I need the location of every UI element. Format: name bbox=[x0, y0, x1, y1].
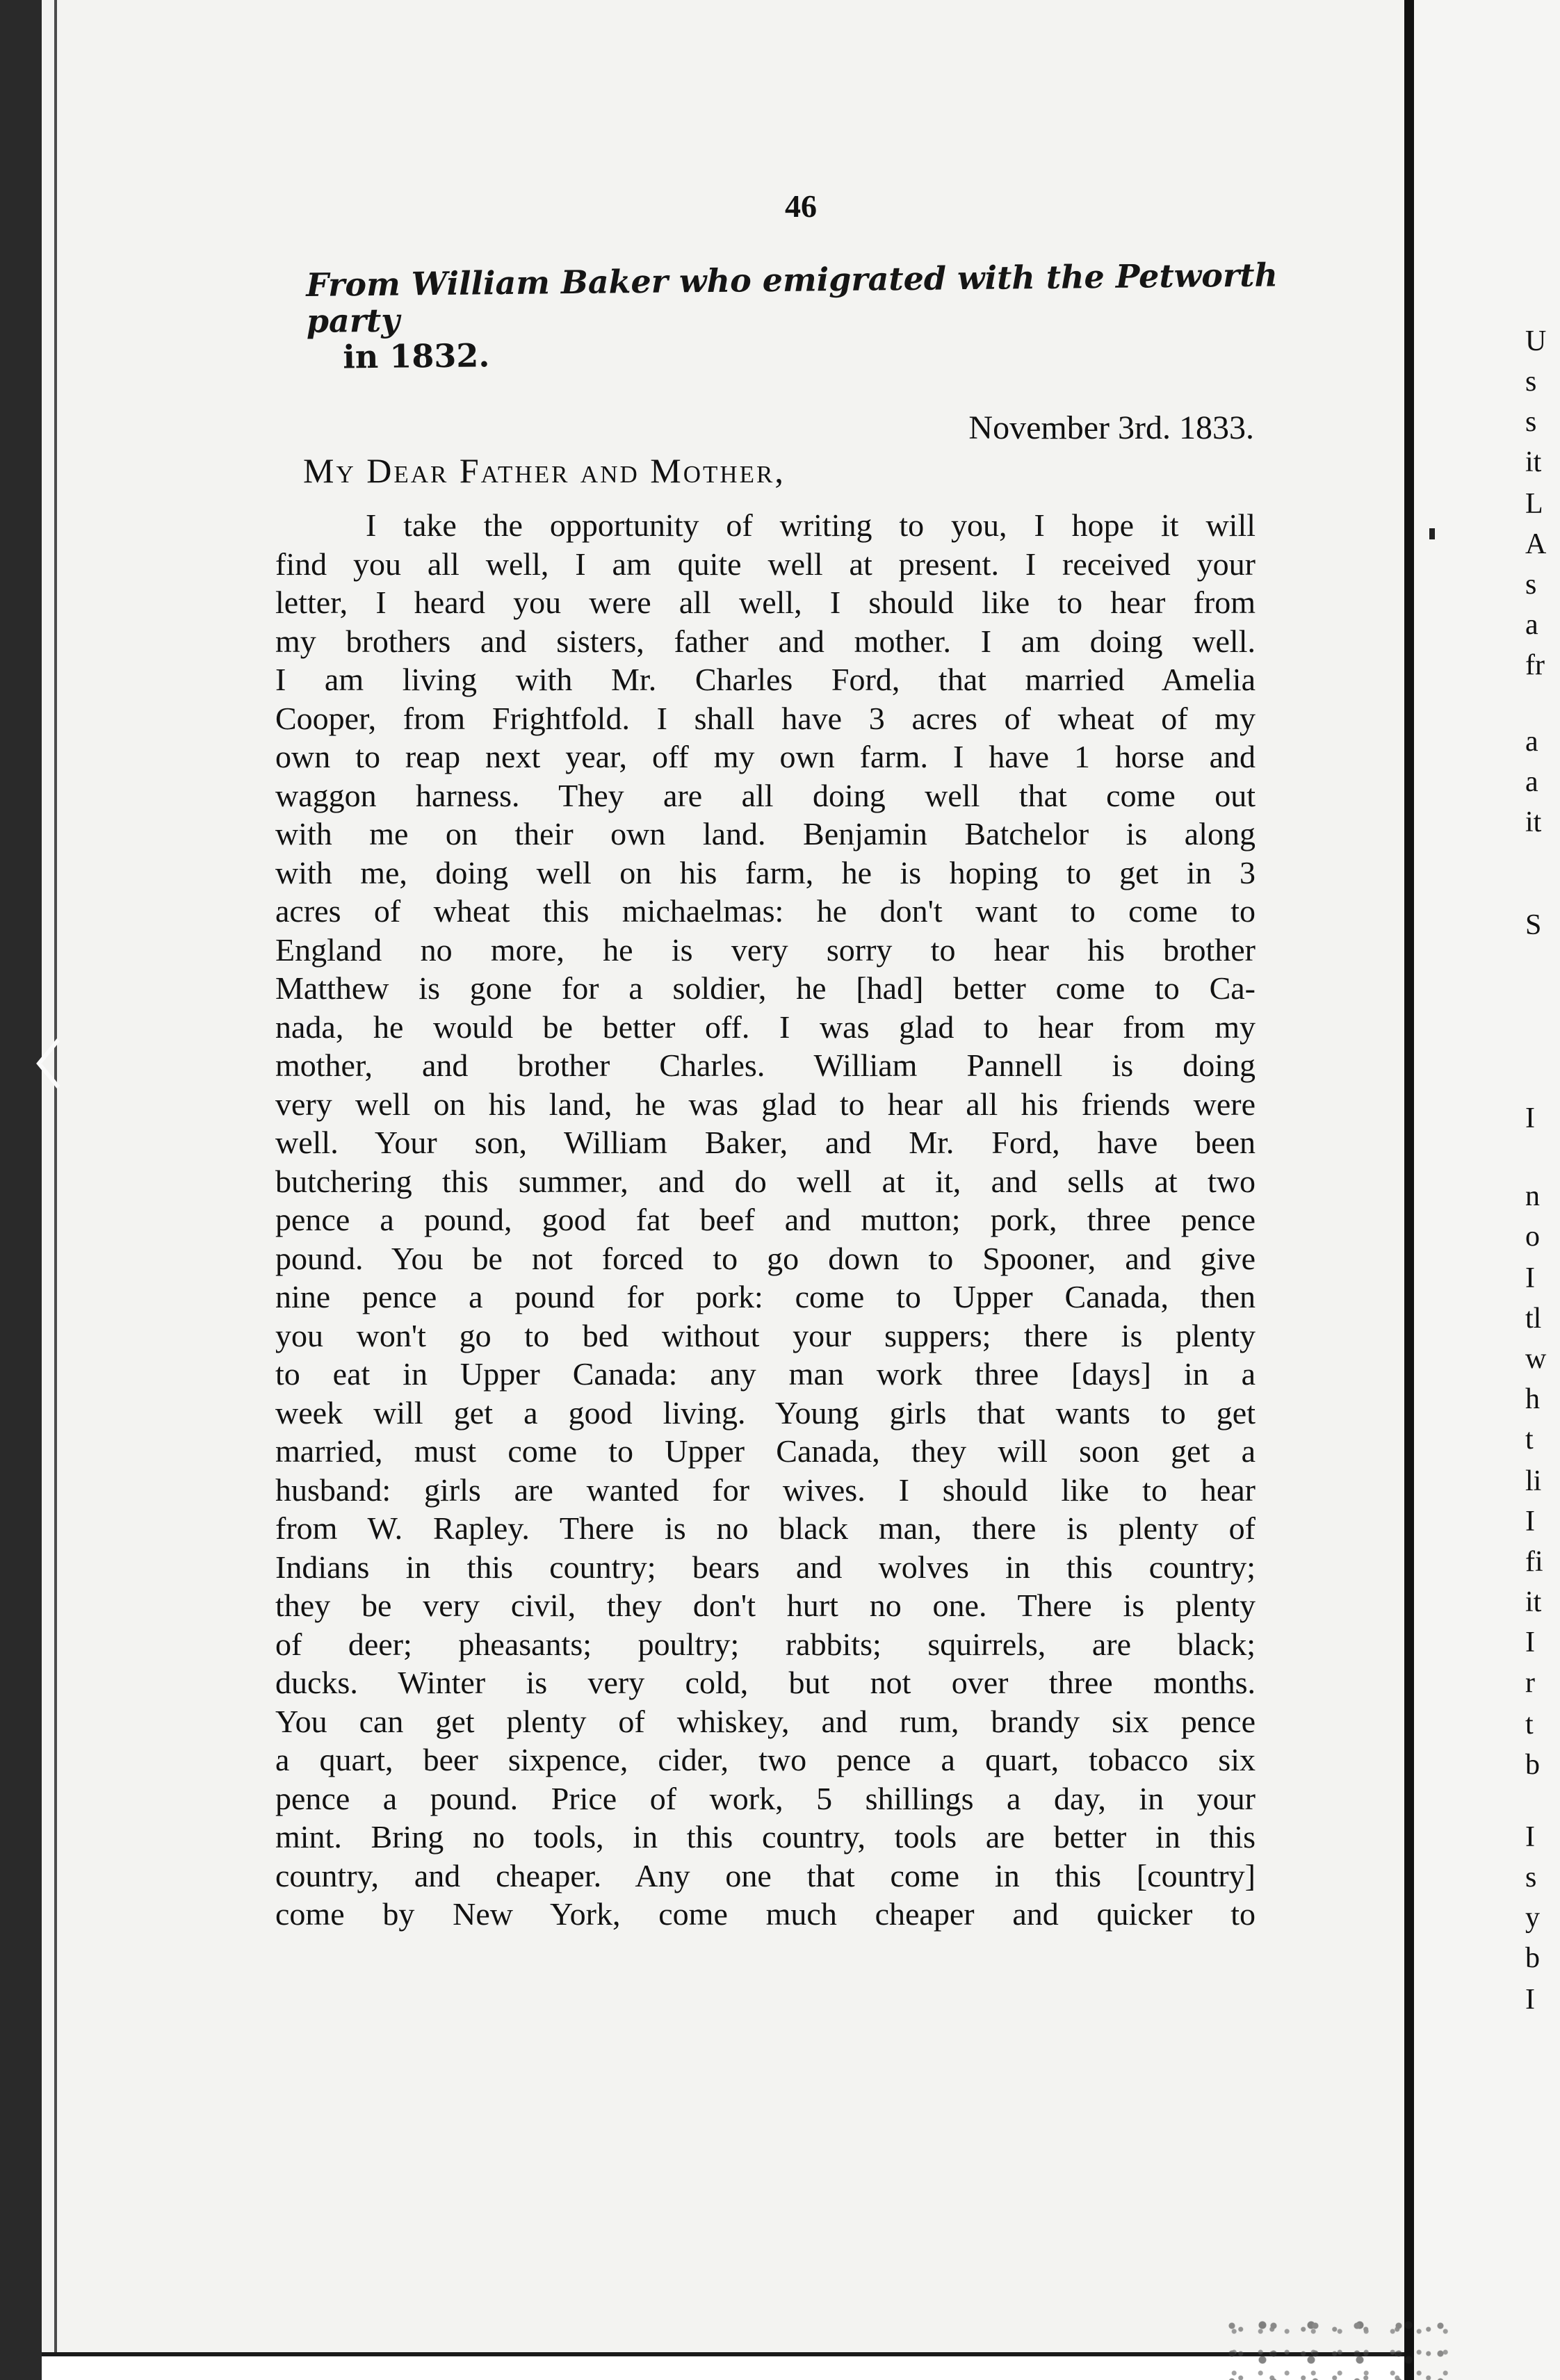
body-line: week will get a good living. Young girls that wants to get bbox=[275, 1394, 1256, 1431]
next-page-fragment: s bbox=[1525, 569, 1537, 601]
next-page-fragment: fr bbox=[1525, 649, 1545, 681]
body-line: pound. You be not forced to go down to Spooner, and give bbox=[275, 1240, 1256, 1276]
body-line: Cooper, from Frightfold. I shall have 3 acres of wheat of my bbox=[275, 700, 1256, 736]
body-line: waggon harness. They are all doing well that come out bbox=[275, 777, 1256, 813]
next-page-fragment: it bbox=[1525, 1586, 1542, 1618]
scan-speckle bbox=[1224, 2315, 1453, 2380]
next-page-fragment: w bbox=[1525, 1343, 1547, 1375]
body-line: mother, and brother Charles. William Pannell is doing bbox=[275, 1048, 1256, 1083]
body-line: You can get plenty of whiskey, and rum, brandy six pence bbox=[275, 1703, 1256, 1739]
letter-body bbox=[275, 506, 1256, 1934]
next-page-fragment: a bbox=[1525, 609, 1538, 641]
next-page-fragment: I bbox=[1525, 1506, 1535, 1538]
body-line: Indians in this country; bears and wolves in this country; bbox=[275, 1549, 1256, 1585]
body-line: from W. Rapley. There is no black man, there is plenty of bbox=[275, 1510, 1256, 1546]
next-page-fragment: it bbox=[1525, 806, 1542, 838]
letter-date: November 3rd. 1833. bbox=[968, 409, 1254, 446]
next-page-fragment: A bbox=[1525, 528, 1547, 560]
body-line: I take the opportunity of writing to you, I hope it will bbox=[366, 507, 1256, 543]
body-line: very well on his land, he was glad to hear all his friends were bbox=[275, 1086, 1256, 1122]
body-line: nine pence a pound for pork: come to Upper Canada, then bbox=[275, 1279, 1256, 1314]
book-gutter bbox=[1404, 0, 1414, 2380]
next-page-fragment: n bbox=[1525, 1180, 1540, 1212]
body-line: come by New York, come much cheaper and quicker to bbox=[275, 1896, 1256, 1932]
body-line: ducks. Winter is very cold, but not over three months. bbox=[275, 1665, 1256, 1700]
next-page-fragment: t bbox=[1525, 1709, 1534, 1741]
next-page-fragment: I bbox=[1525, 1821, 1535, 1853]
body-line: England no more, he is very sorry to hear his brother bbox=[275, 931, 1256, 968]
next-page-fragment: li bbox=[1525, 1465, 1542, 1497]
gutter-mark bbox=[1429, 528, 1435, 539]
body-line: Matthew is gone for a soldier, he [had] better come to Ca- bbox=[275, 970, 1256, 1006]
next-page-fragment: I bbox=[1525, 1984, 1535, 2016]
body-line: a quart, beer sixpence, cider, two pence a quart, tobacco six bbox=[275, 1742, 1256, 1777]
body-line: nada, he would be better off. I was glad to hear from my bbox=[275, 1009, 1256, 1045]
left-scan-edge bbox=[0, 0, 42, 2380]
next-page-fragment: I bbox=[1525, 1627, 1535, 1658]
next-page-fragment: s bbox=[1525, 366, 1537, 398]
body-line: with me, doing well on his farm, he is hoping to get in 3 bbox=[275, 854, 1256, 890]
body-line: well. Your son, William Baker, and Mr. Ford, have been bbox=[275, 1125, 1256, 1160]
next-page-fragment: it bbox=[1525, 446, 1542, 478]
body-line: mint. Bring no tools, in this country, tools are better in this bbox=[275, 1819, 1256, 1855]
next-page-fragment: tl bbox=[1525, 1303, 1542, 1335]
body-line: own to reap next year, off my own farm. I have 1 horse and bbox=[275, 739, 1256, 774]
body-line: you won't go to bed without your suppers; there is plenty bbox=[275, 1317, 1256, 1353]
body-line: I am living with Mr. Charles Ford, that married Amelia bbox=[275, 662, 1256, 697]
body-line: of deer; pheasants; poultry; rabbits; squirrels, are black; bbox=[275, 1626, 1256, 1662]
next-page-fragment: b bbox=[1525, 1749, 1540, 1781]
page-left-border bbox=[54, 0, 57, 2352]
next-page-fragment: a bbox=[1525, 766, 1538, 798]
body-line: married, must come to Upper Canada, they will soon get a bbox=[275, 1433, 1256, 1469]
salutation: My Dear Father and Mother, bbox=[303, 451, 786, 490]
body-line: with me on their own land. Benjamin Batchelor is along bbox=[275, 816, 1256, 851]
next-page-fragment: o bbox=[1525, 1221, 1540, 1253]
next-page-fragment: I bbox=[1525, 1262, 1535, 1294]
body-line: pence a pound, good fat beef and mutton; pork, three pence bbox=[275, 1202, 1256, 1237]
next-page-fragment: U bbox=[1525, 325, 1547, 357]
body-line: letter, I heard you were all well, I should like to hear from bbox=[275, 585, 1256, 620]
body-line: acres of wheat this michaelmas: he don't want to come to bbox=[275, 893, 1256, 929]
next-page-fragment: t bbox=[1525, 1424, 1534, 1456]
heading-line-2: in 1832. bbox=[343, 336, 490, 376]
next-page-fragment: S bbox=[1525, 909, 1542, 941]
next-page-fragment: fi bbox=[1525, 1546, 1543, 1578]
left-bracket-mark bbox=[31, 1036, 72, 1091]
body-line: they be very civil, they don't hurt no one. There is plenty bbox=[275, 1588, 1256, 1623]
heading-line-1: From William Baker who emigrated with the Petworth party bbox=[305, 256, 1278, 340]
body-line: to eat in Upper Canada: any man work three [days] in a bbox=[275, 1356, 1256, 1392]
next-page-fragment: h bbox=[1525, 1383, 1540, 1415]
page-number: 46 bbox=[785, 188, 817, 224]
letter-heading bbox=[306, 256, 1281, 375]
next-page-fragment: b bbox=[1525, 1942, 1540, 1974]
next-page-fragment: L bbox=[1525, 488, 1543, 520]
body-line: butchering this summer, and do well at it, and sells at two bbox=[275, 1163, 1256, 1199]
next-page-fragment: I bbox=[1525, 1102, 1535, 1134]
body-line: country, and cheaper. Any one that come in this [country] bbox=[275, 1857, 1256, 1893]
next-page-fragment: y bbox=[1525, 1902, 1540, 1934]
body-line: my brothers and sisters, father and mother. I am doing well. bbox=[275, 623, 1256, 659]
body-line: pence a pound. Price of work, 5 shillings a day, in your bbox=[275, 1780, 1256, 1816]
body-line: husband: girls are wanted for wives. I should like to hear bbox=[275, 1472, 1256, 1508]
next-page-fragment: a bbox=[1525, 726, 1538, 758]
next-page-fragment: s bbox=[1525, 1861, 1537, 1893]
next-page-fragment: r bbox=[1525, 1667, 1535, 1699]
next-page-fragment: s bbox=[1525, 406, 1537, 438]
body-line: find you all well, I am quite well at present. I received your bbox=[275, 546, 1256, 582]
